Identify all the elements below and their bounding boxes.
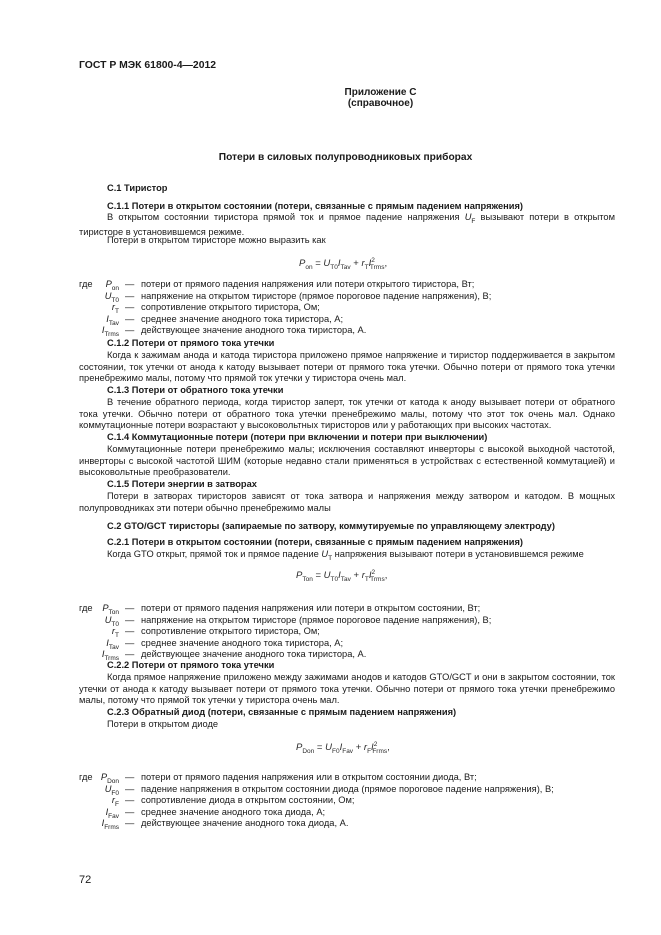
section-c2-heading: С.2 GTO/GCT тиристоры (запираемые по затвору, коммутируемые по управляющему электроду) xyxy=(107,521,555,531)
legend-row: $r_T$ — сопротивление открытого тиристора, Ом; xyxy=(111,302,320,316)
legend-row: где $P_{Ton}$ — потери от прямого падения напряжения или потери в открытом состоянии, Вт; xyxy=(79,603,481,616)
paragraph-c21: Когда GTO открыт, прямой ток и прямое падение $U_T$ напряжения вызывают потери в установившемся режиме xyxy=(107,549,584,562)
legend-row: $U_{T0}$ — напряжение на открытом тиристоре (прямое пороговое падение напряжения), В; xyxy=(104,290,492,304)
legend-row: $I_{Trms}$ — действующее значение анодного тока тиристора, А. xyxy=(101,649,367,663)
section-c23-heading: С.2.3 Обратный диод (потери, связанные с прямым падением напряжения) xyxy=(107,707,457,717)
paragraph-c11-2: Потери в открытом тиристоре можно выразить как xyxy=(107,235,326,245)
legend-row: $I_{Tav}$ — среднее значение анодного тока тиристора, А; xyxy=(106,313,344,327)
legend-where-label: где xyxy=(79,279,93,289)
legend-row: $U_{F0}$ — падение напряжения в открытом состоянии диода (прямое пороговое падение напряжения), В; xyxy=(104,783,554,797)
legend-row: $U_{T0}$ — напряжение на открытом тиристоре (прямое пороговое падение напряжения), В; xyxy=(104,614,492,628)
formula-pdon: $P_{Don} = U_{F0}I_{Fav} + r_FI^2_{Frms}$, xyxy=(296,741,390,756)
legend-where-label: где xyxy=(79,772,93,782)
formula-pton: $P_{Ton} = U_{T0}I_{Tav} + r_TI^2_{Trms}$, xyxy=(296,569,388,584)
section-c1-heading: С.1 Тиристор xyxy=(107,183,168,193)
paragraph-c13: В течение обратного периода, когда тиристор заперт, ток утечки от катода к аноду вызывает потери от обратного тока утечки. Обычно потери от обратного тока утечки пренебрежимо малы, потому что этот ток очень мал. Однако коммутационные потери возрастают у высоковольтных тиристоров или у работающих при высоких частотах. xyxy=(79,397,615,431)
legend-where-label: где xyxy=(79,603,93,613)
legend-row: $r_T$ — сопротивление открытого тиристора, Ом; xyxy=(111,626,320,640)
annex-title: Приложение С xyxy=(344,87,417,98)
legend-row: $r_F$ — сопротивление диода в открытом состоянии, Ом; xyxy=(111,795,355,809)
legend-row: $I_{Trms}$ — действующее значение анодного тока тиристора, А. xyxy=(101,325,367,339)
section-c11-heading: С.1.1 Потери в открытом состоянии (потери, связанные с прямым падением напряжения) xyxy=(107,201,524,211)
paragraph-c15: Потери в затворах тиристоров зависят от тока затвора и напряжения между затвором и катодом. В мощных полупроводниках эти потери обычно пренебрежимо малы xyxy=(79,491,615,513)
legend-row: $I_{Tav}$ — среднее значение анодного тока тиристора, А; xyxy=(106,637,344,651)
main-title: Потери в силовых полупроводниковых приборах xyxy=(218,152,473,163)
legend-row: $I_{Frms}$ — действующее значение анодного тока диода, А. xyxy=(101,818,349,832)
paragraph-c22: Когда прямое напряжение приложено между зажимами анодов и катодов GTO/GCT и они в закрытом состоянии, ток утечки от анода к катоду вызывает потери от прямого тока утечки. Обычно потери от прямого тока утечки пренебрежимо малы, потому что прямой ток утечки у тиристора очень мал. xyxy=(79,672,615,706)
paragraph-c11-1: В открытом состоянии тиристора прямой ток и прямое падение напряжения $U_F$ вызывают потери в открытом тиристоре в установившемся режиме. xyxy=(79,212,615,238)
formula-pon: $P_{on} = U_{T0}I_{Tav} + r_TI^2_{Trms}$, xyxy=(299,257,388,272)
section-c22-heading: С.2.2 Потери от прямого тока утечки xyxy=(107,660,275,670)
legend-row: где $P_{Don}$ — потери от прямого падения напряжения или в открытом состоянии диода, Вт; xyxy=(79,772,477,785)
paragraph-c23: Потери в открытом диоде xyxy=(107,719,219,729)
section-c12-heading: С.1.2 Потери от прямого тока утечки xyxy=(107,338,275,348)
paragraph-c14: Коммутационные потери пренебрежимо малы; исключения составляют инверторы с высокой выходной частотой, инверторы с высокой частотой ШИМ (которые недавно стали применяться в устройствах с естественной коммутацией) и высоковольтные преобразователи. xyxy=(79,444,615,478)
section-c15-heading: С.1.5 Потери энергии в затворах xyxy=(107,479,257,489)
legend-row: $I_{Fav}$ — среднее значение анодного тока диода, А; xyxy=(105,806,326,820)
paragraph-c12: Когда к зажимам анода и катода тиристора приложено прямое напряжение и тиристор поддерживается в закрытом состоянии, ток утечки от анода к катоду вызывает потери от прямого тока утечки. Обычно потери от прямого тока утечки пренебрежимо малы, потому что прямой ток утечки у тиристора очень мал. xyxy=(79,350,615,384)
annex-subtitle: (справочное) xyxy=(347,98,414,109)
section-c21-heading: С.2.1 Потери в открытом состоянии (потери, связанные с прямым падением напряжения) xyxy=(107,537,524,547)
page-number: 72 xyxy=(79,874,92,886)
legend-row: где $P_{on}$ — потери от прямого падения напряжения или потери открытого тиристора, Вт; xyxy=(79,279,475,292)
section-c14-heading: С.1.4 Коммутационные потери (потери при включении и потери при выключении) xyxy=(107,432,488,442)
section-c13-heading: С.1.3 Потери от обратного тока утечки xyxy=(107,385,284,395)
document-header: ГОСТ Р МЭК 61800-4—2012 xyxy=(79,60,217,71)
